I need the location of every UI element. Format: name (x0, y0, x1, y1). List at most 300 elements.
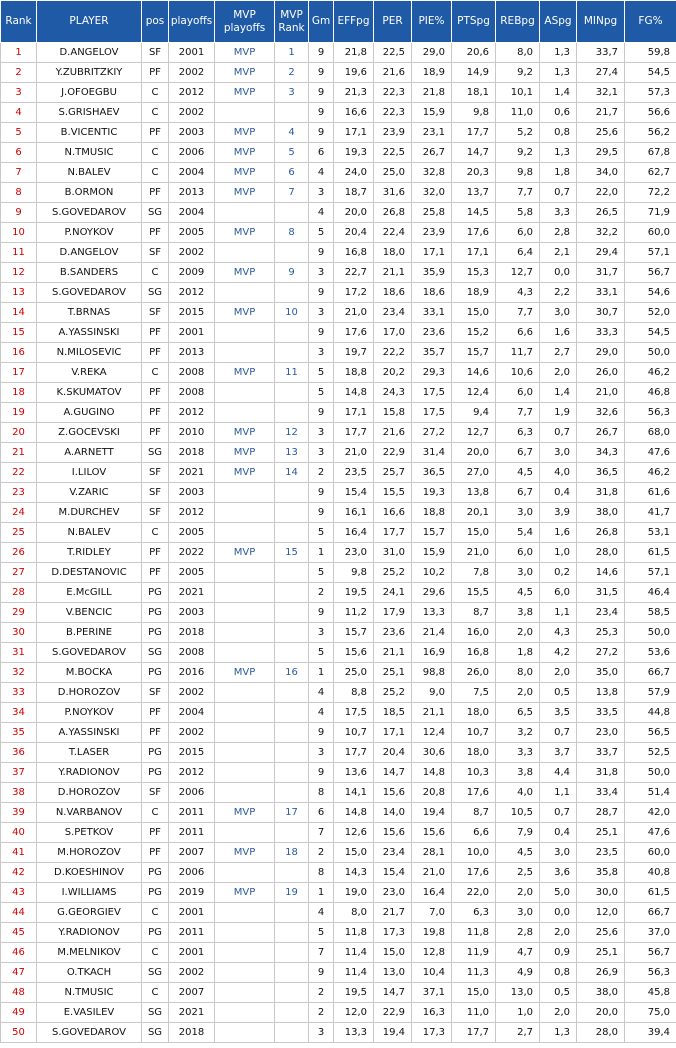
mvp-rank-cell: 10 (275, 303, 309, 323)
per-cell: 22,4 (374, 223, 412, 243)
pie-cell: 29,6 (412, 583, 452, 603)
mvp-rank-cell: 9 (275, 263, 309, 283)
playoffs-cell: 2012 (169, 503, 215, 523)
fg-cell: 37,0 (625, 923, 676, 943)
minpg-cell: 26,5 (577, 203, 625, 223)
fg-cell: 42,0 (625, 803, 676, 823)
player-cell: Y.RADIONOV (37, 923, 142, 943)
aspg-cell: 0,4 (540, 483, 577, 503)
rank-cell: 39 (1, 803, 37, 823)
pos-cell: SG (142, 643, 169, 663)
pie-cell: 29,3 (412, 363, 452, 383)
rebpg-cell: 1,8 (496, 643, 540, 663)
player-cell: B.VICENTIC (37, 123, 142, 143)
pie-cell: 7,0 (412, 903, 452, 923)
gm-cell: 3 (309, 303, 334, 323)
per-cell: 24,1 (374, 583, 412, 603)
fg-cell: 57,9 (625, 683, 676, 703)
mvp-playoffs-cell (215, 203, 275, 223)
per-cell: 21,6 (374, 423, 412, 443)
pie-cell: 35,7 (412, 343, 452, 363)
ptspg-cell: 20,0 (452, 443, 496, 463)
effpg-cell: 13,6 (334, 763, 374, 783)
fg-cell: 50,0 (625, 343, 676, 363)
ptspg-cell: 20,6 (452, 43, 496, 63)
rebpg-cell: 5,4 (496, 523, 540, 543)
rebpg-cell: 3,0 (496, 503, 540, 523)
player-cell: D.ANGELOV (37, 43, 142, 63)
playoffs-cell: 2005 (169, 523, 215, 543)
pie-cell: 10,4 (412, 963, 452, 983)
effpg-cell: 22,7 (334, 263, 374, 283)
aspg-cell: 2,8 (540, 223, 577, 243)
mvp-rank-cell (275, 703, 309, 723)
mvp-rank-cell (275, 623, 309, 643)
table-row (1, 143, 676, 163)
per-cell: 25,0 (374, 163, 412, 183)
rebpg-cell: 7,9 (496, 823, 540, 843)
ptspg-cell: 10,0 (452, 843, 496, 863)
per-cell: 25,2 (374, 563, 412, 583)
table-row (1, 463, 676, 483)
effpg-cell: 20,4 (334, 223, 374, 243)
pie-cell: 20,8 (412, 783, 452, 803)
fg-cell: 62,7 (625, 163, 676, 183)
playoffs-cell: 2009 (169, 263, 215, 283)
aspg-cell: 3,0 (540, 303, 577, 323)
fg-cell: 61,5 (625, 543, 676, 563)
fg-cell: 52,0 (625, 303, 676, 323)
rank-cell: 37 (1, 763, 37, 783)
effpg-cell: 13,3 (334, 1023, 374, 1043)
pos-cell: C (142, 903, 169, 923)
player-cell: Y.ZUBRITZKIY (37, 63, 142, 83)
table-row (1, 243, 676, 263)
playoffs-cell: 2018 (169, 443, 215, 463)
pie-cell: 31,4 (412, 443, 452, 463)
mvp-playoffs-cell: MVP (215, 843, 275, 863)
gm-cell: 9 (309, 63, 334, 83)
gm-cell: 3 (309, 443, 334, 463)
rank-cell: 17 (1, 363, 37, 383)
mvp-playoffs-cell: MVP (215, 83, 275, 103)
player-cell: T.LASER (37, 743, 142, 763)
effpg-cell: 20,0 (334, 203, 374, 223)
pos-cell: SG (142, 283, 169, 303)
rebpg-cell: 3,2 (496, 723, 540, 743)
gm-cell: 2 (309, 463, 334, 483)
per-cell: 14,7 (374, 983, 412, 1003)
rank-cell: 18 (1, 383, 37, 403)
col-header-ptspg[interactable]: PTSpg (452, 1, 496, 43)
gm-cell: 9 (309, 323, 334, 343)
pie-cell: 16,9 (412, 643, 452, 663)
pie-cell: 19,4 (412, 803, 452, 823)
col-header-per[interactable]: PER (374, 1, 412, 43)
table-row (1, 903, 676, 923)
table-row (1, 183, 676, 203)
pos-cell: SF (142, 303, 169, 323)
ptspg-cell: 16,0 (452, 623, 496, 643)
table-body (1, 43, 676, 1043)
mvp-playoffs-cell (215, 943, 275, 963)
aspg-cell: 2,0 (540, 1003, 577, 1023)
per-cell: 15,4 (374, 863, 412, 883)
table-row (1, 983, 676, 1003)
fg-cell: 68,0 (625, 423, 676, 443)
mvp-playoffs-cell (215, 743, 275, 763)
pos-cell: SG (142, 1003, 169, 1023)
minpg-cell: 25,1 (577, 823, 625, 843)
ptspg-cell: 14,9 (452, 63, 496, 83)
fg-cell: 56,7 (625, 263, 676, 283)
ptspg-cell: 15,7 (452, 343, 496, 363)
per-cell: 19,4 (374, 1023, 412, 1043)
fg-cell: 44,8 (625, 703, 676, 723)
mvp-playoffs-cell (215, 1003, 275, 1023)
playoffs-cell: 2012 (169, 283, 215, 303)
pie-cell: 15,9 (412, 543, 452, 563)
effpg-cell: 17,1 (334, 123, 374, 143)
mvp-rank-cell: 6 (275, 163, 309, 183)
pos-cell: PF (142, 403, 169, 423)
rebpg-cell: 6,5 (496, 703, 540, 723)
table-row (1, 663, 676, 683)
table-row (1, 323, 676, 343)
ptspg-cell: 15,2 (452, 323, 496, 343)
per-cell: 17,3 (374, 923, 412, 943)
pie-cell: 12,8 (412, 943, 452, 963)
mvp-playoffs-cell (215, 923, 275, 943)
mvp-playoffs-cell (215, 243, 275, 263)
rank-cell: 14 (1, 303, 37, 323)
player-cell: K.SKUMATOV (37, 383, 142, 403)
table-row (1, 443, 676, 463)
col-header-fg[interactable]: FG% (625, 1, 676, 43)
playoffs-cell: 2018 (169, 1023, 215, 1043)
effpg-cell: 16,4 (334, 523, 374, 543)
table-row (1, 743, 676, 763)
playoffs-cell: 2008 (169, 643, 215, 663)
pie-cell: 15,6 (412, 823, 452, 843)
aspg-cell: 2,0 (540, 363, 577, 383)
player-cell: T.RIDLEY (37, 543, 142, 563)
minpg-cell: 33,7 (577, 43, 625, 63)
rank-cell: 42 (1, 863, 37, 883)
mvp-rank-cell (275, 683, 309, 703)
gm-cell: 1 (309, 663, 334, 683)
per-cell: 22,5 (374, 43, 412, 63)
playoffs-cell: 2012 (169, 83, 215, 103)
playoffs-cell: 2013 (169, 183, 215, 203)
minpg-cell: 26,8 (577, 523, 625, 543)
ptspg-cell: 9,8 (452, 103, 496, 123)
col-header-effpg[interactable]: EFFpg (334, 1, 374, 43)
player-cell: Z.GOCEVSKI (37, 423, 142, 443)
player-cell: N.BALEV (37, 163, 142, 183)
ptspg-cell: 13,7 (452, 183, 496, 203)
mvp-playoffs-cell: MVP (215, 223, 275, 243)
aspg-cell: 0,4 (540, 823, 577, 843)
table-row (1, 503, 676, 523)
pos-cell: PG (142, 623, 169, 643)
pos-cell: C (142, 143, 169, 163)
pos-cell: SG (142, 203, 169, 223)
effpg-cell: 17,1 (334, 403, 374, 423)
player-cell: A.ARNETT (37, 443, 142, 463)
col-header-playoffs[interactable]: playoffs (169, 1, 215, 43)
per-cell: 15,0 (374, 943, 412, 963)
pie-cell: 28,1 (412, 843, 452, 863)
mvp-rank-cell: 13 (275, 443, 309, 463)
table-row (1, 843, 676, 863)
rebpg-cell: 3,0 (496, 903, 540, 923)
pie-cell: 21,8 (412, 83, 452, 103)
mvp-rank-cell (275, 563, 309, 583)
playoffs-cell: 2011 (169, 803, 215, 823)
mvp-rank-cell: 2 (275, 63, 309, 83)
col-header-pie[interactable]: PIE% (412, 1, 452, 43)
aspg-cell: 0,9 (540, 943, 577, 963)
ptspg-cell: 17,1 (452, 243, 496, 263)
aspg-cell: 1,6 (540, 323, 577, 343)
rebpg-cell: 10,6 (496, 363, 540, 383)
playoffs-cell: 2003 (169, 123, 215, 143)
ptspg-cell: 17,6 (452, 783, 496, 803)
mvp-playoffs-cell (215, 683, 275, 703)
col-header-pos[interactable]: pos (142, 1, 169, 43)
rebpg-cell: 11,7 (496, 343, 540, 363)
mvp-rank-cell (275, 383, 309, 403)
aspg-cell: 0,0 (540, 263, 577, 283)
rebpg-cell: 6,7 (496, 483, 540, 503)
rebpg-cell: 3,0 (496, 563, 540, 583)
rebpg-cell: 9,2 (496, 63, 540, 83)
ptspg-cell: 16,8 (452, 643, 496, 663)
pie-cell: 32,8 (412, 163, 452, 183)
per-cell: 22,9 (374, 443, 412, 463)
playoffs-cell: 2006 (169, 783, 215, 803)
player-cell: A.YASSINSKI (37, 323, 142, 343)
mvp-playoffs-cell (215, 343, 275, 363)
col-header-gm[interactable]: Gm (309, 1, 334, 43)
playoffs-cell: 2016 (169, 663, 215, 683)
pie-cell: 19,8 (412, 923, 452, 943)
mvp-playoffs-cell: MVP (215, 183, 275, 203)
ptspg-cell: 8,7 (452, 603, 496, 623)
fg-cell: 66,7 (625, 903, 676, 923)
mvp-playoffs-cell (215, 723, 275, 743)
rebpg-cell: 2,7 (496, 1023, 540, 1043)
per-cell: 21,1 (374, 263, 412, 283)
playoffs-cell: 2013 (169, 343, 215, 363)
aspg-cell: 2,0 (540, 663, 577, 683)
aspg-cell: 1,1 (540, 783, 577, 803)
ptspg-cell: 6,6 (452, 823, 496, 843)
player-cell: N.MILOSEVIC (37, 343, 142, 363)
pie-cell: 21,1 (412, 703, 452, 723)
minpg-cell: 33,4 (577, 783, 625, 803)
table-row (1, 483, 676, 503)
rank-cell: 29 (1, 603, 37, 623)
mvp-playoffs-cell: MVP (215, 303, 275, 323)
mvp-rank-cell (275, 763, 309, 783)
ptspg-cell: 11,3 (452, 963, 496, 983)
effpg-cell: 21,0 (334, 443, 374, 463)
per-cell: 22,3 (374, 103, 412, 123)
table-row (1, 563, 676, 583)
table-row (1, 63, 676, 83)
rank-cell: 6 (1, 143, 37, 163)
ptspg-cell: 20,3 (452, 163, 496, 183)
minpg-cell: 20,0 (577, 1003, 625, 1023)
per-cell: 23,6 (374, 623, 412, 643)
pos-cell: SF (142, 463, 169, 483)
effpg-cell: 17,2 (334, 283, 374, 303)
minpg-cell: 36,5 (577, 463, 625, 483)
mvp-rank-cell (275, 603, 309, 623)
rank-cell: 13 (1, 283, 37, 303)
mvp-rank-cell: 16 (275, 663, 309, 683)
ptspg-cell: 11,8 (452, 923, 496, 943)
pos-cell: PG (142, 583, 169, 603)
fg-cell: 57,3 (625, 83, 676, 103)
rebpg-cell: 5,2 (496, 123, 540, 143)
pie-cell: 23,9 (412, 223, 452, 243)
col-header-mvp-playoffs[interactable]: MVP playoffs (215, 1, 275, 43)
minpg-cell: 29,4 (577, 243, 625, 263)
col-header-minpg[interactable]: MINpg (577, 1, 625, 43)
pie-cell: 30,6 (412, 743, 452, 763)
gm-cell: 9 (309, 283, 334, 303)
fg-cell: 52,5 (625, 743, 676, 763)
playoffs-cell: 2002 (169, 103, 215, 123)
aspg-cell: 1,1 (540, 603, 577, 623)
effpg-cell: 23,5 (334, 463, 374, 483)
gm-cell: 4 (309, 163, 334, 183)
pie-cell: 27,2 (412, 423, 452, 443)
minpg-cell: 21,7 (577, 103, 625, 123)
fg-cell: 50,0 (625, 623, 676, 643)
ptspg-cell: 10,7 (452, 723, 496, 743)
effpg-cell: 16,6 (334, 103, 374, 123)
minpg-cell: 23,5 (577, 843, 625, 863)
effpg-cell: 19,6 (334, 63, 374, 83)
rebpg-cell: 11,0 (496, 103, 540, 123)
aspg-cell: 0,7 (540, 183, 577, 203)
per-cell: 17,1 (374, 723, 412, 743)
aspg-cell: 1,3 (540, 63, 577, 83)
table-row (1, 123, 676, 143)
minpg-cell: 32,1 (577, 83, 625, 103)
fg-cell: 61,5 (625, 883, 676, 903)
col-header-rank[interactable]: Rank (1, 1, 37, 43)
col-header-rebpg[interactable]: REBpg (496, 1, 540, 43)
table-row (1, 583, 676, 603)
pos-cell: PF (142, 343, 169, 363)
ptspg-cell: 15,5 (452, 583, 496, 603)
mvp-playoffs-cell (215, 643, 275, 663)
ptspg-cell: 17,6 (452, 223, 496, 243)
per-cell: 26,8 (374, 203, 412, 223)
effpg-cell: 12,6 (334, 823, 374, 843)
pos-cell: SG (142, 963, 169, 983)
fg-cell: 54,5 (625, 63, 676, 83)
table-row (1, 963, 676, 983)
pos-cell: PG (142, 883, 169, 903)
col-header-player[interactable]: PLAYER (37, 1, 142, 43)
gm-cell: 2 (309, 843, 334, 863)
aspg-cell: 0,5 (540, 683, 577, 703)
minpg-cell: 30,7 (577, 303, 625, 323)
aspg-cell: 4,4 (540, 763, 577, 783)
fg-cell: 53,6 (625, 643, 676, 663)
mvp-rank-cell: 19 (275, 883, 309, 903)
gm-cell: 8 (309, 863, 334, 883)
minpg-cell: 26,0 (577, 363, 625, 383)
rank-cell: 19 (1, 403, 37, 423)
table-row (1, 303, 676, 323)
rank-cell: 24 (1, 503, 37, 523)
effpg-cell: 16,8 (334, 243, 374, 263)
fg-cell: 56,2 (625, 123, 676, 143)
pos-cell: SF (142, 503, 169, 523)
per-cell: 22,2 (374, 343, 412, 363)
rank-cell: 21 (1, 443, 37, 463)
pie-cell: 14,8 (412, 763, 452, 783)
gm-cell: 9 (309, 83, 334, 103)
player-cell: M.HOROZOV (37, 843, 142, 863)
mvp-playoffs-cell (215, 783, 275, 803)
rank-cell: 8 (1, 183, 37, 203)
mvp-rank-cell: 17 (275, 803, 309, 823)
playoffs-cell: 2002 (169, 243, 215, 263)
col-header-aspg[interactable]: ASpg (540, 1, 577, 43)
col-header-mvp-rank[interactable]: MVP Rank (275, 1, 309, 43)
minpg-cell: 28,7 (577, 803, 625, 823)
pie-cell: 35,9 (412, 263, 452, 283)
pos-cell: PF (142, 223, 169, 243)
rank-cell: 50 (1, 1023, 37, 1043)
player-cell: O.TKACH (37, 963, 142, 983)
aspg-cell: 0,8 (540, 963, 577, 983)
pos-cell: SG (142, 1023, 169, 1043)
rank-cell: 35 (1, 723, 37, 743)
table-row (1, 1023, 676, 1043)
player-cell: D.ANGELOV (37, 243, 142, 263)
ptspg-cell: 6,3 (452, 903, 496, 923)
effpg-cell: 21,3 (334, 83, 374, 103)
rank-cell: 47 (1, 963, 37, 983)
aspg-cell: 3,9 (540, 503, 577, 523)
table-row (1, 783, 676, 803)
mvp-playoffs-cell: MVP (215, 63, 275, 83)
rank-cell: 4 (1, 103, 37, 123)
rebpg-cell: 2,8 (496, 923, 540, 943)
aspg-cell: 0,5 (540, 983, 577, 1003)
aspg-cell: 0,7 (540, 423, 577, 443)
pie-cell: 16,3 (412, 1003, 452, 1023)
mvp-rank-cell (275, 643, 309, 663)
rebpg-cell: 2,0 (496, 683, 540, 703)
minpg-cell: 35,0 (577, 663, 625, 683)
mvp-rank-cell: 1 (275, 43, 309, 63)
pos-cell: C (142, 803, 169, 823)
fg-cell: 56,7 (625, 943, 676, 963)
fg-cell: 60,0 (625, 843, 676, 863)
mvp-rank-cell (275, 323, 309, 343)
player-cell: I.WILLIAMS (37, 883, 142, 903)
